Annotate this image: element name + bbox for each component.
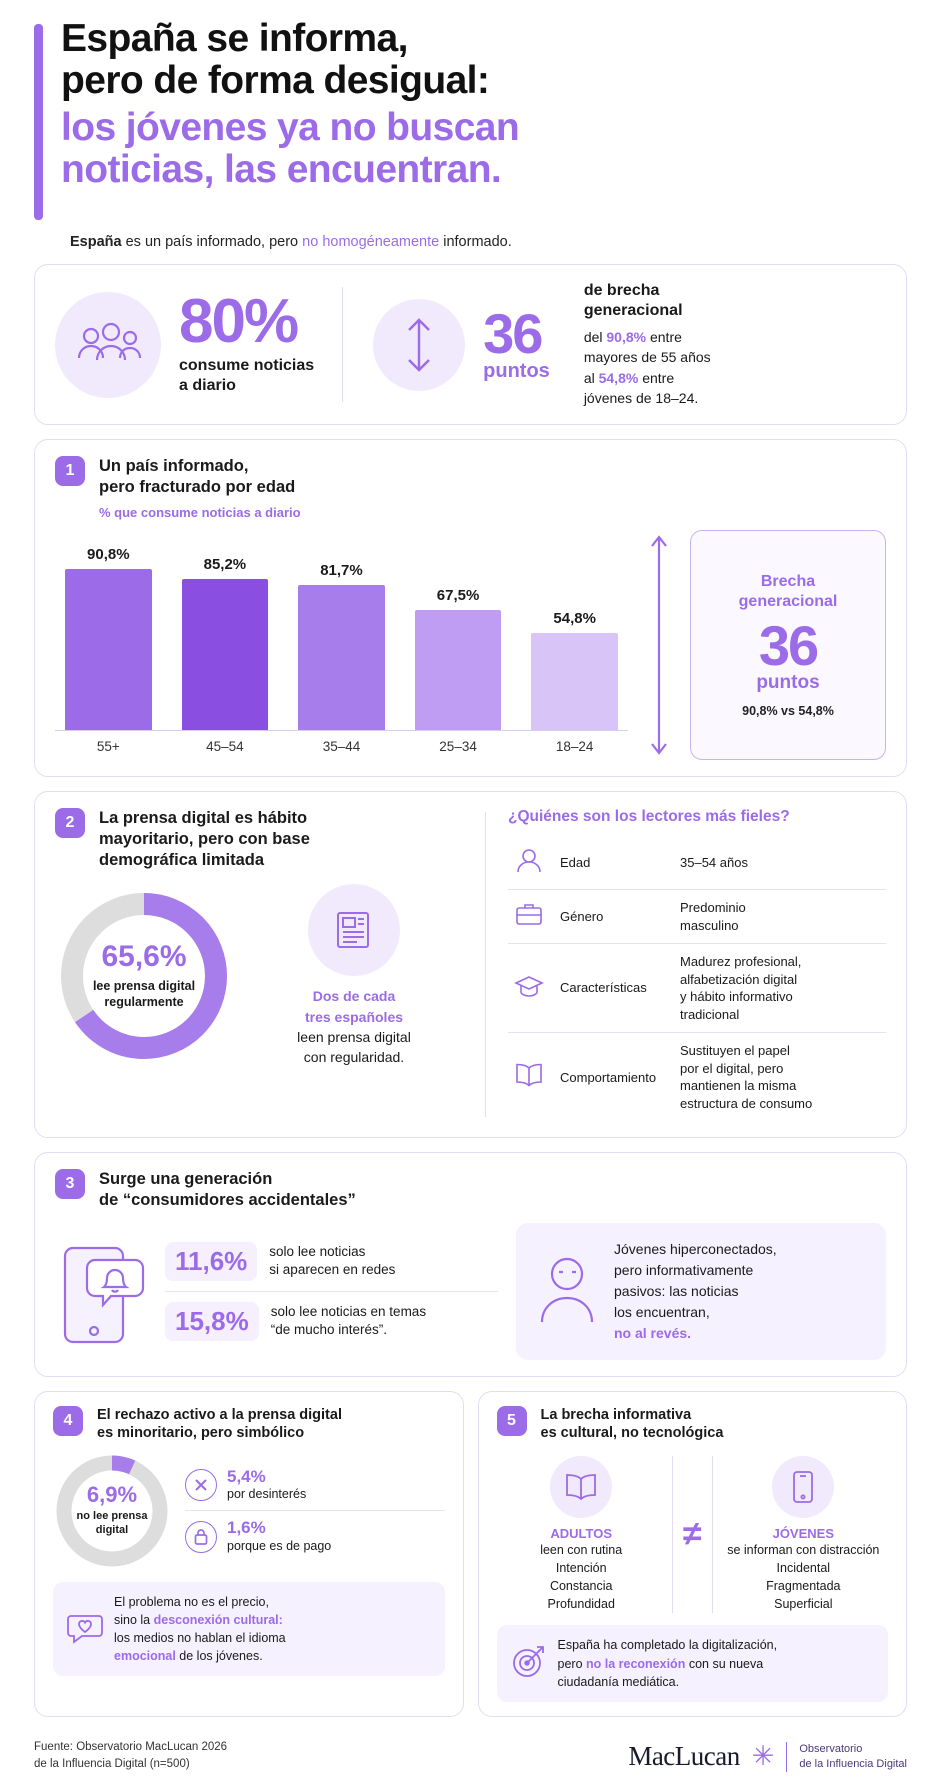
footer (34, 1731, 907, 1778)
newspaper-icon (308, 884, 400, 976)
kpi-detail-a: del (583, 329, 607, 345)
section-4-title-2: es minoritario, pero simbólico (97, 1424, 305, 1441)
bar-category-label: 35–44 (322, 739, 361, 755)
stat-row (165, 1292, 498, 1351)
donut-side-text (243, 986, 465, 1067)
s4-note-3: los medios no hablan el idioma (114, 1631, 286, 1646)
brand-lockup (628, 1741, 907, 1772)
section-2-right (486, 808, 886, 1121)
bar-column (298, 530, 385, 730)
donut-cap-1: lee prensa digital (92, 978, 196, 993)
bar-category-label: 25–34 (439, 739, 477, 755)
bar-value-label: 90,8% (87, 545, 130, 563)
lock-icon (185, 1521, 217, 1553)
mini-donut-percent: 6,9% (86, 1482, 138, 1508)
section-2-title-3: demográfica limitada (99, 850, 265, 869)
side-accent-1: Dos de cada (312, 988, 396, 1005)
bar-category-label: 45–54 (206, 739, 244, 755)
comparison-line: Superficial (774, 1597, 833, 1612)
bar-category-label: 55+ (96, 739, 120, 755)
s4-note-2a: sino la (114, 1613, 154, 1628)
section-3-note-text (614, 1239, 777, 1344)
young-head: JÓVENES (772, 1525, 835, 1541)
s3-note-accent: no al revés. (614, 1324, 692, 1341)
source-note (34, 1739, 227, 1772)
section-1-title-1: Un país informado, (99, 457, 249, 476)
section-3-card (34, 1152, 907, 1376)
open-book-icon (550, 1456, 612, 1518)
kpi-daily-label-1: consume noticias (179, 357, 315, 375)
kpi-gap-head-1: de brecha (583, 282, 660, 299)
s4-note-4b: de los jóvenes. (175, 1649, 263, 1664)
section-5-title-2: es cultural, no tecnológica (540, 1424, 724, 1441)
section-5-badge: 5 (497, 1406, 527, 1436)
source-line-2: de la Influencia Digital (n=500) (34, 1757, 190, 1770)
table-row (508, 836, 886, 889)
comparison-line: Intención (555, 1561, 607, 1576)
adults-lines (497, 1541, 666, 1614)
bar (531, 633, 618, 731)
bar-category-label: 18–24 (555, 739, 594, 755)
brand-tagline (799, 1742, 907, 1772)
s5-note-2a: pero (557, 1656, 586, 1671)
title-line-2: pero de forma desigual: (61, 58, 490, 102)
bar-value-label: 67,5% (436, 587, 480, 605)
section-2-title-2: mayoritario, pero con base (99, 830, 310, 849)
reason-text: porque es de pago (227, 1539, 332, 1554)
loyal-readers-title: ¿Quiénes son los lectores más fieles? (508, 808, 790, 826)
table-row (508, 944, 886, 1033)
accidental-stats-list (165, 1232, 498, 1351)
section-4-note-text (114, 1593, 286, 1666)
section-1-badge: 1 (55, 456, 85, 486)
bar-value-label: 85,2% (203, 555, 247, 573)
section-1-title-2: pero fracturado por edad (99, 477, 296, 496)
s3-note-4: los encuentran, (614, 1303, 710, 1320)
mini-cap-1: no lee prensa (76, 1510, 148, 1523)
kpi-gap-head-2: generacional (583, 302, 683, 319)
star-icon: ✳ (751, 1741, 775, 1772)
kpi-detail-h: jóvenes de 18–24. (583, 389, 699, 406)
gap-title-2: generacional (738, 593, 838, 611)
s5-note-1: España ha completado la digitalización, (557, 1638, 778, 1653)
s4-note-1: El problema no es el precio, (114, 1594, 269, 1609)
bar-group (55, 530, 628, 730)
s3-note-1: Jóvenes hiperconectados, (614, 1240, 777, 1257)
kpi-detail-b: 90,8% (606, 329, 647, 345)
attribute-key: Comportamiento (560, 1069, 657, 1085)
bar-column (182, 530, 269, 730)
bar-value-label: 81,7% (320, 562, 363, 580)
adults-column (497, 1456, 666, 1614)
section-3-title-2: de “consumidores accidentales” (99, 1191, 356, 1210)
section-2-left (55, 808, 485, 1121)
section-3-title-1: Surge una generación (99, 1170, 273, 1189)
kpi-gap-number: 36 (483, 302, 542, 365)
section-3-header (55, 1169, 886, 1210)
brand-divider (786, 1742, 787, 1772)
title-line-3: los jóvenes ya no buscan (61, 106, 520, 150)
section-2-card (34, 791, 907, 1138)
kpi-gap-unit: puntos (483, 360, 550, 383)
heart-chat-icon (66, 1608, 104, 1651)
s4-note-4a: emocional (114, 1649, 176, 1664)
intro-end: informado. (439, 234, 512, 250)
attribute-key: Edad (554, 836, 674, 889)
loyal-readers-table (508, 836, 886, 1121)
comparison-line: se informan con distracción (727, 1542, 880, 1557)
attribute-value: Madurez profesional, alfabetización digital y hábito informativo tradicional (674, 944, 886, 1033)
gap-number: 36 (758, 614, 818, 678)
s5-note-3: ciudadanía mediática. (557, 1674, 680, 1689)
page-title (61, 18, 519, 101)
side-text-1: leen prensa digital (297, 1028, 411, 1045)
adults-vs-young-comparison (497, 1456, 889, 1614)
table-row (508, 1033, 886, 1122)
young-column (719, 1456, 888, 1614)
bar-axis-labels (55, 730, 628, 754)
gap-title-1: Brecha (760, 573, 816, 591)
comparison-line: Constancia (549, 1579, 613, 1594)
phone-notification-icon (55, 1230, 151, 1353)
smartphone-icon (772, 1456, 834, 1518)
generational-gap-box (690, 530, 886, 760)
brand-name: MacLucan (628, 1741, 740, 1772)
brand-sub-1: Observatorio (799, 1742, 863, 1755)
kpi-detail-g: entre (638, 369, 675, 386)
brand-sub-2: de la Influencia Digital (799, 1757, 907, 1770)
s5-note-2c: con su nueva (685, 1656, 764, 1671)
stat-text: solo lee noticias en temas “de mucho interés”. (270, 1303, 427, 1338)
intro-accent: no homogéneamente (302, 234, 440, 250)
young-lines (719, 1541, 888, 1614)
stat-text: solo lee noticias si aparecen en redes (269, 1243, 396, 1278)
section-5-card (478, 1391, 908, 1717)
comparison-line: Fragmentada (766, 1579, 841, 1594)
side-accent-2: tres españoles (304, 1008, 404, 1025)
section-4-header (53, 1406, 445, 1442)
briefcase-icon (508, 889, 554, 943)
section-1-card (34, 439, 907, 777)
section-5-note (497, 1625, 889, 1701)
gap-footer: 90,8% vs 54,8% (742, 704, 834, 719)
young-person-icon (534, 1250, 600, 1333)
stat-number: 15,8% (165, 1302, 259, 1341)
kpi-daily-percent: 80% (179, 287, 298, 357)
section-3-left (55, 1223, 516, 1360)
section-3-note (516, 1223, 886, 1360)
kpi-detail-c: entre (646, 329, 682, 345)
section-3-badge: 3 (55, 1169, 85, 1199)
title-line-1: España se informa, (61, 17, 408, 60)
bar (415, 610, 502, 730)
intro-bold: España (70, 234, 122, 250)
kpi-gap-detail (584, 327, 711, 408)
people-group-icon (55, 292, 161, 398)
comparison-line: Incidental (776, 1561, 831, 1576)
section-1-header (55, 456, 886, 520)
bar-column (531, 530, 618, 730)
section-2-title-1: La prensa digital es hábito (99, 809, 308, 828)
up-down-arrow-icon (373, 299, 465, 391)
kpi-right (343, 281, 711, 408)
graduation-cap-icon (508, 944, 554, 1033)
not-equal-symbol: ≠ (682, 1515, 702, 1554)
attribute-key: Características (554, 944, 674, 1033)
user-icon (508, 836, 554, 889)
attribute-key: Género (554, 889, 674, 943)
s4-note-2b: desconexión cultural: (153, 1613, 283, 1628)
title-line-4: noticias, las encuentran. (61, 148, 502, 192)
kpi-left (55, 287, 342, 398)
section-1-axis-label: % que consume noticias a diario (99, 505, 301, 521)
age-bar-chart (55, 530, 628, 760)
s3-note-3: pasivos: las noticias (614, 1282, 739, 1299)
intro-text (70, 234, 907, 250)
comparison-divider-right (712, 1456, 713, 1614)
reason-text: por desinterés (227, 1487, 307, 1502)
bar (298, 585, 385, 730)
section-4-note (53, 1582, 445, 1677)
s3-note-2: pero informativamente (614, 1261, 754, 1278)
bar-column (415, 530, 502, 730)
section-4-badge: 4 (53, 1406, 83, 1436)
header-accent-bar (34, 24, 43, 220)
section-5-header (497, 1406, 889, 1442)
attribute-value: Sustituyen el papel por el digital, pero mantienen la misma estructura de consumo (680, 1043, 813, 1111)
side-text-2: con regularidad. (303, 1049, 405, 1066)
section-2-badge: 2 (55, 808, 85, 838)
bar-value-label: 54,8% (553, 609, 596, 627)
comparison-line: Profundidad (547, 1597, 615, 1612)
digital-press-donut (55, 887, 233, 1065)
bar-column (65, 530, 152, 730)
section-4-title-1: El rechazo activo a la prensa digital (97, 1406, 342, 1423)
open-book-icon (508, 1033, 554, 1122)
donut-cap-2: regularmente (104, 994, 184, 1009)
vertical-arrow-icon (646, 530, 672, 760)
adults-head: ADULTOS (550, 1525, 613, 1541)
comparison-line: leen con rutina (540, 1542, 623, 1557)
reason-row (185, 1460, 445, 1512)
no-digital-press-donut (53, 1452, 171, 1570)
source-line-1: Fuente: Observatorio MacLucan 2026 (34, 1740, 228, 1753)
stat-row (165, 1232, 498, 1292)
kpi-card (34, 264, 907, 425)
kpi-daily-label-2: a diario (179, 377, 236, 395)
kpi-detail-e: al (583, 369, 599, 386)
bar (182, 579, 269, 731)
section-1-chart-wrap (55, 530, 886, 760)
x-mark-icon (185, 1469, 217, 1501)
target-icon (510, 1642, 548, 1685)
header (34, 18, 907, 220)
section-2-header (55, 808, 465, 870)
title-block (61, 18, 519, 191)
rejection-reasons-list (185, 1460, 445, 1563)
donut-percent: 65,6% (101, 939, 187, 973)
reason-row (185, 1511, 445, 1562)
reason-number: 1,6% (227, 1518, 266, 1538)
table-row (508, 889, 886, 943)
section-4-card (34, 1391, 464, 1717)
attribute-value: Predominio masculino (674, 889, 886, 943)
reason-number: 5,4% (227, 1466, 266, 1486)
bar (65, 569, 152, 731)
page-subtitle-highlight (61, 107, 519, 190)
gap-unit: puntos (756, 672, 820, 694)
s5-note-2b: no la reconexión (586, 1656, 686, 1671)
section-5-note-text (558, 1636, 778, 1690)
intro-mid: es un país informado, pero (121, 234, 303, 250)
stat-number: 11,6% (165, 1242, 257, 1281)
comparison-divider-left (672, 1456, 673, 1614)
kpi-detail-d: mayores de 55 años (583, 349, 711, 366)
attribute-value: 35–54 años (674, 836, 886, 889)
mini-cap-2: digital (95, 1523, 129, 1536)
kpi-detail-f: 54,8% (598, 369, 639, 386)
section-5-title-1: La brecha informativa (540, 1406, 692, 1423)
bottom-row (34, 1391, 907, 1731)
